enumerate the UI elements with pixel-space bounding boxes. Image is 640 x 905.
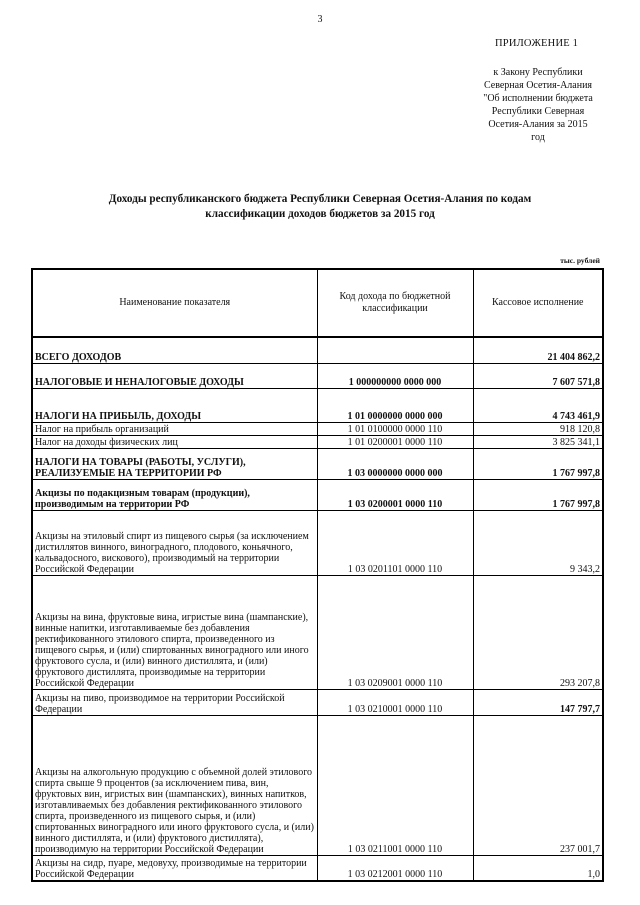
- row-code: 1 01 0100000 0000 110: [317, 422, 473, 435]
- row-code: 1 03 0201101 0000 110: [317, 510, 473, 575]
- page-number: 3: [317, 14, 323, 25]
- row-code: 1 03 0212001 0000 110: [317, 855, 473, 881]
- table-row: [32, 575, 603, 689]
- table-row: [32, 479, 603, 510]
- row-code: 1 01 0000000 0000 000: [317, 388, 473, 422]
- row-code: 1 03 0200001 0000 110: [317, 479, 473, 510]
- row-name: ВСЕГО ДОХОДОВ: [32, 337, 317, 363]
- row-amount: 7 607 571,8: [473, 363, 603, 388]
- appendix-line: Республики Северная: [491, 106, 585, 117]
- table-row: [32, 435, 603, 448]
- units-label: тыс. рублей: [560, 256, 600, 265]
- row-amount: 1,0: [473, 855, 603, 881]
- row-code: 1 03 0000000 0000 000: [317, 448, 473, 479]
- row-code: 1 03 0211001 0000 110: [317, 715, 473, 855]
- row-amount: 237 001,7: [473, 715, 603, 855]
- table-row: [32, 448, 603, 479]
- appendix-line: Северная Осетия-Алания: [483, 80, 593, 91]
- appendix-note: [472, 66, 604, 144]
- table-row: [32, 337, 603, 363]
- table-row: [32, 715, 603, 855]
- row-name: Акцизы на вина, фруктовые вина, игристые вина (шампанские), винные напитки, изготавливаемые без добавления ректификованного этилового спирта, произведенного из пищевого сырья, и (или) спиртованных виноградного или иного фруктового сусла, и (или) винного дистиллята, и (или) фруктового дистиллята, производимые на территории Российской Федерации: [32, 575, 317, 689]
- title-line: классификации доходов бюджетов за 2015 год: [205, 208, 435, 220]
- row-amount: 9 343,2: [473, 510, 603, 575]
- table-row: [32, 510, 603, 575]
- appendix-title: ПРИЛОЖЕНИЕ 1: [495, 38, 579, 49]
- row-name: Акцизы на сидр, пуаре, медовуху, производимые на территории Российской Федерации: [32, 855, 317, 881]
- row-name: НАЛОГИ НА ПРИБЫЛЬ, ДОХОДЫ: [32, 388, 317, 422]
- header-name: Наименование показателя: [32, 269, 317, 337]
- row-amount: 3 825 341,1: [473, 435, 603, 448]
- row-code: 1 03 0209001 0000 110: [317, 575, 473, 689]
- row-name: Акцизы по подакцизным товарам (продукции), производимым на территории РФ: [32, 479, 317, 510]
- appendix-line: к Закону Республики: [493, 67, 583, 78]
- row-code: 1 03 0210001 0000 110: [317, 689, 473, 715]
- table-header-row: [32, 269, 603, 337]
- row-amount: 293 207,8: [473, 575, 603, 689]
- row-name: НАЛОГИ НА ТОВАРЫ (РАБОТЫ, УСЛУГИ), РЕАЛИЗУЕМЫЕ НА ТЕРРИТОРИИ РФ: [32, 448, 317, 479]
- table-row: [32, 363, 603, 388]
- row-amount: 918 120,8: [473, 422, 603, 435]
- table-row: [32, 422, 603, 435]
- row-amount: 21 404 862,2: [473, 337, 603, 363]
- title-line: Доходы республиканского бюджета Республики Северная Осетия-Алания по кодам: [108, 193, 532, 205]
- row-amount: 1 767 997,8: [473, 448, 603, 479]
- header-code: Код дохода по бюджетной классификации: [317, 269, 473, 337]
- row-code: [317, 337, 473, 363]
- row-name: НАЛОГОВЫЕ И НЕНАЛОГОВЫЕ ДОХОДЫ: [32, 363, 317, 388]
- table-row: [32, 855, 603, 881]
- row-name: Налог на доходы физических лиц: [32, 435, 317, 448]
- row-name: Акцизы на этиловый спирт из пищевого сырья (за исключением дистиллятов винного, виноградного, плодового, коньячного, кальвадосного, вискового), производимый на территории Российской Федерации: [32, 510, 317, 575]
- revenue-table: [31, 268, 604, 882]
- appendix-line: "Об исполнении бюджета: [483, 93, 593, 104]
- appendix-line: год: [531, 132, 545, 143]
- document-title: [40, 192, 600, 222]
- appendix-line: Осетия-Алания за 2015: [488, 119, 588, 130]
- row-name: Акцизы на пиво, производимое на территории Российской Федерации: [32, 689, 317, 715]
- header-amount: Кассовое исполнение: [473, 269, 603, 337]
- row-code: 1 000000000 0000 000: [317, 363, 473, 388]
- table-row: [32, 689, 603, 715]
- row-amount: 1 767 997,8: [473, 479, 603, 510]
- table-row: [32, 388, 603, 422]
- row-name: Акцизы на алкогольную продукцию с объемной долей этилового спирта свыше 9 процентов (за исключением пива, вин, фруктовых вин, игристых вин (шампанских), винных напитков, изготавливаемых без добавления ректификованного этилового спирта, произведенного из пищевого сырья, и (или) спиртованных виноградного или иного фруктового сусла, и (или) винного дистиллята, и (или) фруктового дистиллята), производимую на территории Российской Федерации: [32, 715, 317, 855]
- row-code: 1 01 0200001 0000 110: [317, 435, 473, 448]
- row-amount: 147 797,7: [473, 689, 603, 715]
- row-name: Налог на прибыль организаций: [32, 422, 317, 435]
- row-amount: 4 743 461,9: [473, 388, 603, 422]
